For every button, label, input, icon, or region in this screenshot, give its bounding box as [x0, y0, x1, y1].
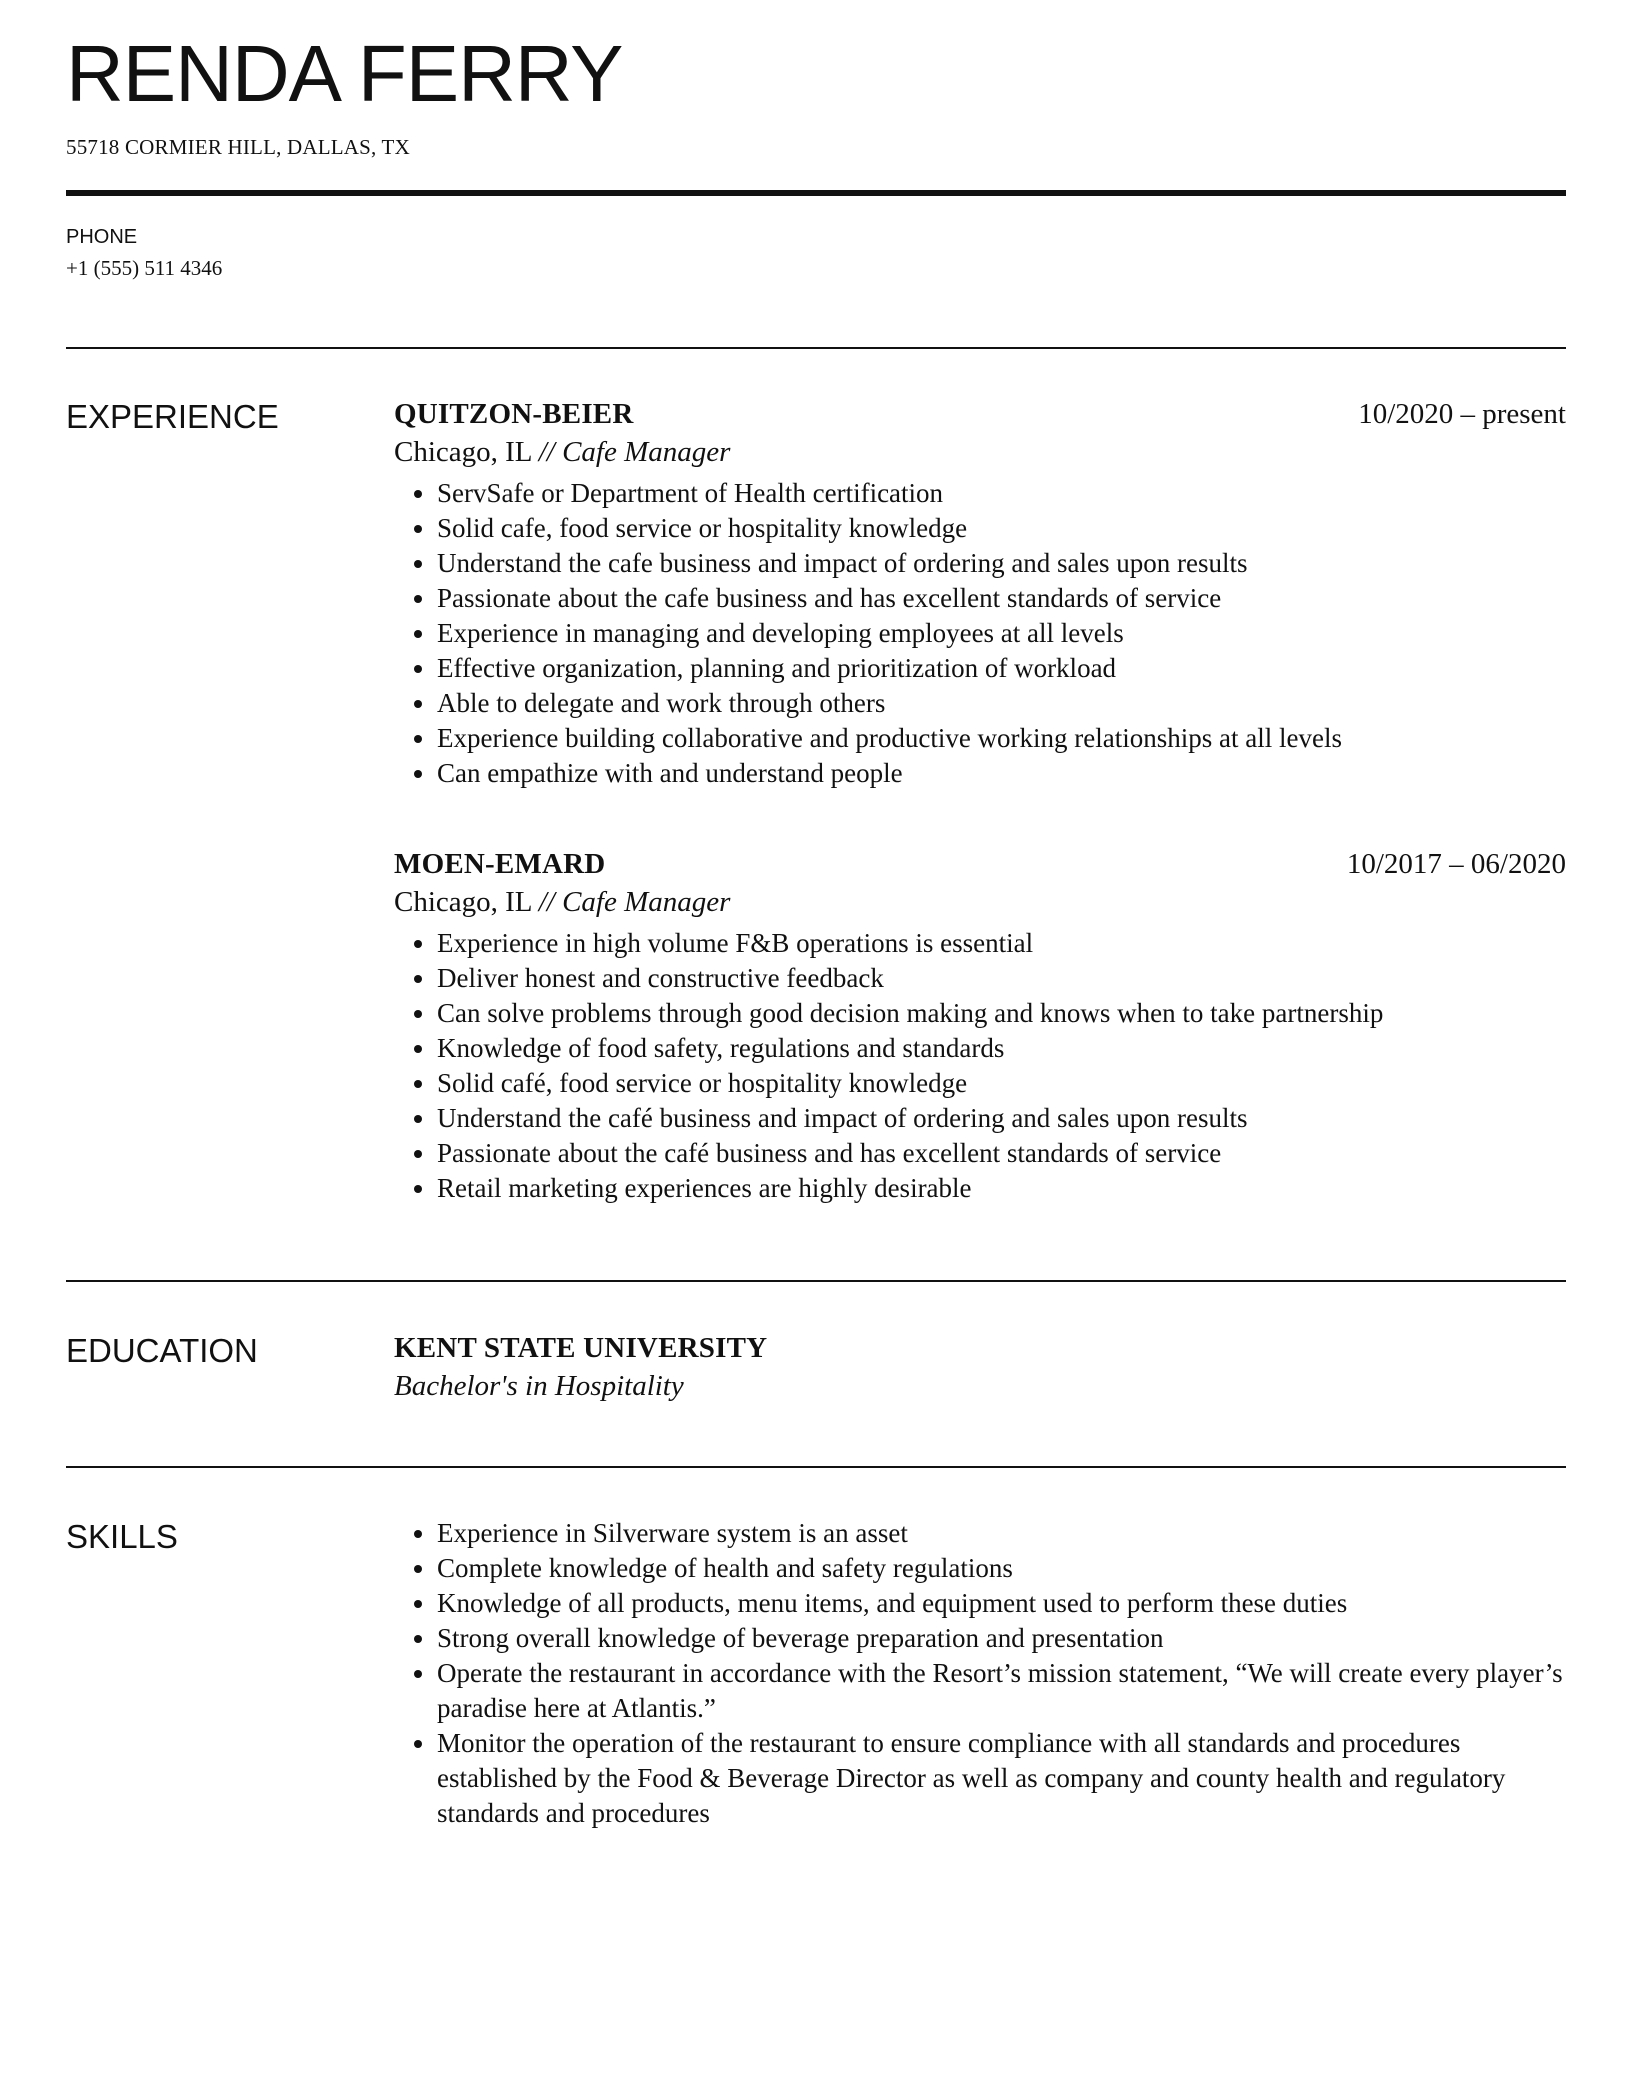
list-item: • Passionate about the cafe business and has excellent standards of service	[437, 581, 1566, 616]
job-header	[394, 846, 1566, 882]
list-item: • Able to delegate and work through others	[437, 686, 1566, 721]
job-header	[394, 396, 1566, 432]
list-item: • Knowledge of food safety, regulations and standards	[437, 1031, 1566, 1066]
list-item: • Experience in high volume F&B operations is essential	[437, 926, 1566, 961]
job-entry	[394, 846, 1566, 1206]
job-dates: 10/2017 – 06/2020	[1346, 848, 1566, 880]
list-item: • ServSafe or Department of Health certification	[437, 476, 1566, 511]
header-divider	[66, 190, 1566, 196]
job-dates: 10/2020 – present	[1358, 398, 1566, 430]
list-item: • Understand the café business and impact of ordering and sales upon results	[437, 1101, 1566, 1136]
job-separator: //	[538, 436, 555, 468]
experience-divider	[66, 1280, 1566, 1282]
job-bullets	[394, 926, 1566, 1206]
list-item: • Monitor the operation of the restaurant to ensure compliance with all standards and procedures established by the Food & Beverage Director as well as company and county health and regulatory standards and procedures	[437, 1726, 1566, 1831]
education-heading: EDUCATION	[66, 1332, 258, 1369]
candidate-name: RENDA FERRY	[66, 29, 623, 118]
job-role: Cafe Manager	[562, 436, 731, 468]
list-item: • Can empathize with and understand people	[437, 756, 1566, 791]
skills-section	[66, 1516, 1566, 1831]
contact-divider	[66, 347, 1566, 349]
skills-heading: SKILLS	[66, 1518, 178, 1555]
job-location: Chicago, IL	[394, 436, 532, 468]
resume-page	[66, 0, 1566, 1831]
job-bullets	[394, 476, 1566, 791]
job-company: QUITZON-BEIER	[394, 398, 634, 430]
education-school: KENT STATE UNIVERSITY	[394, 1332, 768, 1364]
experience-section	[66, 396, 1566, 1206]
experience-body	[394, 396, 1566, 1206]
list-item: • Deliver honest and constructive feedback	[437, 961, 1566, 996]
job-subtitle	[394, 882, 1566, 922]
list-item: • Experience in Silverware system is an asset	[437, 1516, 1566, 1551]
phone-number: +1 (555) 511 4346	[66, 256, 223, 280]
list-item: • Solid café, food service or hospitality knowledge	[437, 1066, 1566, 1101]
education-section	[66, 1330, 1566, 1406]
skills-body	[394, 1516, 1566, 1831]
list-item: • Operate the restaurant in accordance with the Resort’s mission statement, “We will create every player’s paradise here at Atlantis.”	[437, 1656, 1566, 1726]
candidate-address: 55718 CORMIER HILL, DALLAS, TX	[66, 135, 410, 159]
job-subtitle	[394, 432, 1566, 472]
phone-label: PHONE	[66, 226, 138, 248]
education-body	[394, 1330, 1566, 1406]
experience-heading: EXPERIENCE	[66, 398, 279, 435]
list-item: • Experience building collaborative and productive working relationships at all levels	[437, 721, 1566, 756]
job-location: Chicago, IL	[394, 886, 532, 918]
list-item: • Complete knowledge of health and safety regulations	[437, 1551, 1566, 1586]
list-item: • Experience in managing and developing employees at all levels	[437, 616, 1566, 651]
skills-list	[394, 1516, 1566, 1831]
list-item: • Retail marketing experiences are highly desirable	[437, 1171, 1566, 1206]
list-item: • Strong overall knowledge of beverage preparation and presentation	[437, 1621, 1566, 1656]
list-item: • Knowledge of all products, menu items, and equipment used to perform these duties	[437, 1586, 1566, 1621]
job-entry	[394, 396, 1566, 791]
job-role: Cafe Manager	[562, 886, 731, 918]
job-company: MOEN-EMARD	[394, 848, 606, 880]
job-separator: //	[538, 886, 555, 918]
list-item: • Effective organization, planning and prioritization of workload	[437, 651, 1566, 686]
education-degree: Bachelor's in Hospitality	[394, 1370, 684, 1402]
list-item: • Passionate about the café business and has excellent standards of service	[437, 1136, 1566, 1171]
education-divider	[66, 1466, 1566, 1468]
list-item: • Understand the cafe business and impact of ordering and sales upon results	[437, 546, 1566, 581]
list-item: • Can solve problems through good decision making and knows when to take partnership	[437, 996, 1566, 1031]
list-item: • Solid cafe, food service or hospitality knowledge	[437, 511, 1566, 546]
education-header	[394, 1330, 1566, 1366]
